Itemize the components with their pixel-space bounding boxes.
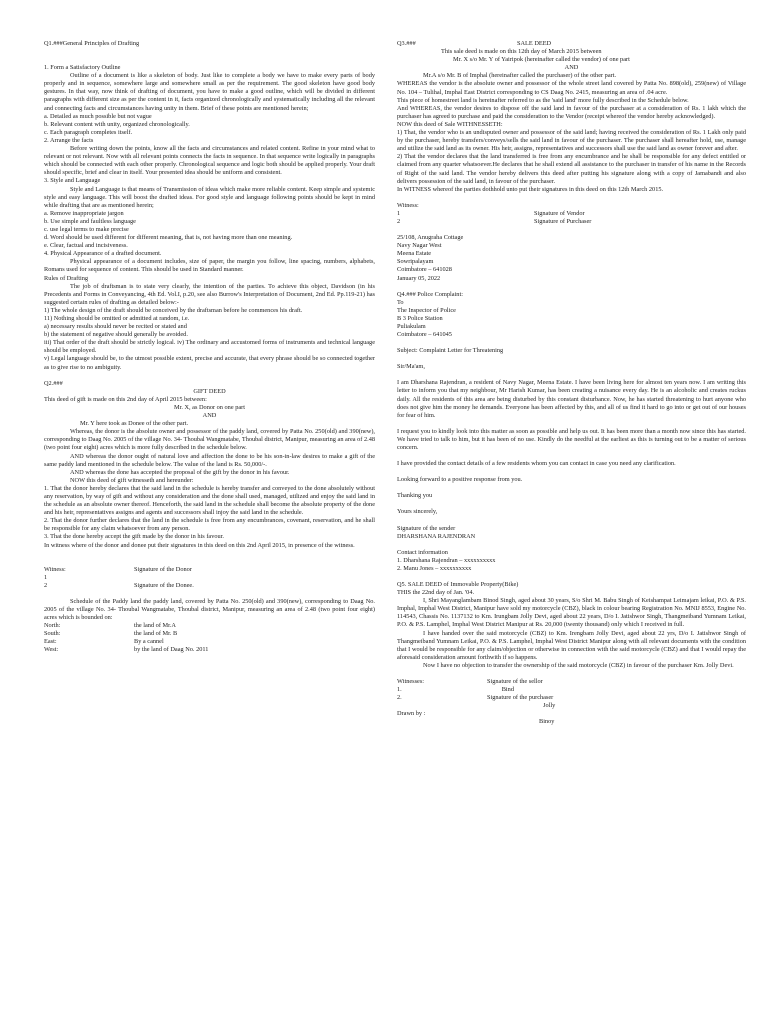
boundary-direction: East: (44, 638, 57, 646)
signature-row (397, 694, 746, 702)
sender-address-line: 25/108, Anugraha Cottage (397, 234, 464, 242)
section-1-title: 1. Form a Satisfactory Outline (44, 64, 121, 72)
q4-heading: Q4.### Police Complaint: (397, 290, 463, 298)
sender-address-line: Meena Estate (397, 250, 432, 258)
sale-deed-title: SALE DEED (517, 40, 552, 47)
rules-item: a) necessary results should never be recited or stated and (44, 323, 187, 331)
boundary-direction: West: (44, 646, 59, 654)
sale-deed-witness-clause: In WITNESS whereof the parties dothhold unto put their signatures in this deed on this 12th March 2015. (397, 185, 664, 193)
sale-deed-clause: 1) That, the vendor who is an undisputed owner and possessor of the said land; having received the consideration of Rs. 1 Lakh only paid by the purchaser, hereby transfers/conveys/sells the said land in favour of the purchaser. The purchaser shall hereafter hold, use, manage and utilize the said land as its owner. His heir, assigns, representatives and successors shall use the said land as owner forever and after. (397, 129, 746, 153)
sale-deed-line: This sale deed is made on this 12th day of March 2015 between (441, 48, 602, 56)
drafter-signed-name: Binoy (539, 718, 555, 726)
purchaser-signed-name: Jolly (543, 702, 556, 710)
gift-deed-and: AND (202, 412, 217, 420)
rules-item: 11) Nothing should be omitted or admitted at random, i.e. (44, 315, 190, 322)
section-2-body: Before writing down the points, know all the facts and circumstances and related content. Refine in your mind what to relevant or not relevant. Now with all relevant points connects the facts in sequence. In that sequence write logically in paragraphs which should be connected with each other properly. Chronological sequence and logic both should be applied properly. Your draft should specific, brief and clear in itself. Your presented idea should be uniform and consistent. (44, 145, 375, 177)
section-4-body: Physical appearance of a document includes, size of paper, the margin you follow, line spacing, numbers, alphabets, Romans used for sequence of content. This should be used in Standard manner. (44, 258, 375, 274)
gift-deed-clause: 1. That the donor hereby declares that the said land in the schedule is hereby transfer and conveyed to the done absolutely without any reservation, by way of gift and without any consideration and the done shall used, managed, utilized and enjoy the said land in the schedule as an absolute owner thereof. Henceforth, the said land in the schedule shall become the absolute property of the done and his heir, representatives assigns and agents and successors shall injoy the said land in the schedule. (44, 484, 375, 517)
letter-para: Looking forward to a positive response from you. (397, 476, 523, 484)
recipient-line: To (397, 298, 404, 306)
contact-item: 1. Dharshana Rajendran – xxxxxxxxxx (397, 556, 496, 564)
section-1-item: b. Relevant content with unity, organized chronologically. (44, 120, 190, 128)
gift-deed-para: AND whereas the donor ought of natural love and affection the done to be his son-in-law desires to make a gift of the same paddy land mentioned in the schedule below. The value of the land is Rs. 50,000/-. (44, 452, 375, 468)
rules-title: Rules of Drafting (44, 274, 89, 282)
section-3-item: d. Word should be used different for different meaning, that is, not having more than one meaning. (44, 234, 293, 242)
letter-subject: Subject: Complaint Letter for Threatening (397, 347, 504, 355)
seller-signed-name: Bind (501, 686, 514, 694)
witness-label: Witness: (44, 565, 66, 573)
sale-deed-line: Mr.A s/o Mr. B of Imphal (hereinafter called the purchaser) of the other part. (423, 72, 617, 80)
right-column (397, 40, 746, 727)
schedule-text: Schedule of the Paddy land the paddy land, covered by Patta No. 250(old) and 390(new), corresponding to Daag No. 2005 of the village No. 34- Thoubal Wangmatabe, Thoubal district, Manipur, measuring an area of 2.48 (two point four eight) acres which is bounded on: (44, 597, 375, 622)
seller-signature: Signature of the sellor (487, 678, 543, 685)
letter-para: I am Dharshana Rajendran, a resident of Navy Nagar, Meena Estate. I have been living here for almost ten years now. I am writing this letter to inform you that my neighbour, Mr Harish Kumar, has been creating a nuisance every day. He is an alcoholic and creates ruckus daily. All the residents of this area are being disturbed by this constant disturbance. Now, he has started threatening to hurt anyone who does not give him the money he demands. Everyone has been affected by this, and all of us find it hard to go into or get out of our houses for fear of him. (397, 379, 746, 419)
contact-item: 2. Manu Jones – xxxxxxxxxx (397, 564, 472, 572)
witness-number: 2 (397, 217, 401, 225)
signature-row (397, 678, 746, 686)
recipient-line: The Inspector of Police (397, 306, 456, 314)
donee-signature: Signature of the Donee. (134, 581, 194, 589)
boundary-value: By a cannel (134, 638, 164, 646)
sale-deed-para: This piece of homestreet land is hereinafter referred to as the 'said land' more fully described in the Schedule below. (397, 96, 689, 104)
purchaser-signature: Signature of the purchaser (487, 694, 554, 702)
sender-address-line: Coimbatore – 641028 (397, 266, 452, 274)
witness-number: 1. (397, 686, 402, 694)
contact-title: Contact information (397, 548, 448, 556)
sale-deed-para: WHEREAS the vendor is the absolute owner and possessor of the whole street land covered by Patta No. 898(old), 259(new) of Village No. 104 – Tulihal, Imphal East District corresponding to CS Daag No. 2415, measuring an area of .04 acre. (397, 80, 746, 96)
boundary-row (44, 646, 375, 654)
witness-number: 2. (397, 694, 402, 702)
letter-salutation: Sir/Ma'am, (397, 363, 425, 371)
purchaser-signature: Signature of Purchaser (534, 217, 592, 225)
q5-date: THIS the 22nd day of Jan. '04. (397, 589, 475, 597)
bike-deed-para: I, Shri Mayanglambam Binod Singh, aged about 30 years, S/o Shri M. Babu Singh of Keishampat Leimajam leikai, P.O. & P.S. Imphal, Imphal West District, Manipur have sold my motorcycle (CBZ), black in colour bearing Registration No. MNIJ 8553, Engine No. 114543, Chassis No. 1137132 to Km. Irungbam Jolly Devi, aged about 22 years, D/o I. Jatishwor Singh, Thangmeiband Yumnam Leikai, P.O. & P.S. Lamphel, Imphal West District Manipur at Rs. 20,000 (twenty thousand) only which I received in full. (397, 597, 746, 629)
sender-signature-label: Signature of the sender (397, 524, 456, 532)
boundary-row (44, 630, 375, 638)
rules-item: 1) The whole design of the draft should be conceived by the draftsman before he commences his draft. (44, 306, 303, 314)
boundary-value: by the land of Daag No. 2011 (134, 646, 209, 654)
letter-para: I request you to kindly look into this matter as soon as possible and help us out. It has been more than a month now since this has started. We have tried to talk to him, but it has been of no use. Kindly do the needful at the earliest as this is turning out to be a matter of serious concern. (397, 427, 746, 452)
witness-number: 1 (44, 573, 48, 581)
vendor-signature: Signature of Vendor (534, 209, 585, 217)
gift-deed-clause: 2. That the donor further declares that the land in the schedule is free from any encumbrances, covenant, reservation, and he shall be responsible for any claim whatsoever from any person. (44, 517, 375, 533)
letter-para: I have provided the contact details of a few residents whom you can contact in case you need any clarification. (397, 460, 676, 468)
gift-deed-title: GIFT DEED (193, 387, 226, 395)
sale-deed-and: AND (564, 64, 579, 72)
sender-name: DHARSHANA RAJENDRAN (397, 532, 476, 540)
boundary-row (44, 638, 375, 646)
q3-heading: Q3.### (397, 40, 416, 47)
q2-heading: Q2.### (44, 379, 63, 387)
boundary-direction: South: (44, 630, 61, 638)
section-3-title: 3. Style and Language (44, 177, 101, 185)
drawn-by-label: Drawn by : (397, 710, 426, 718)
section-3-body: Style and Language is that means of Transmission of ideas which make more reliable content. Keep simple and systemic style and easy language. This will boost the drafted ideas. For good style and language following points should be kept in mind while drafting that are as mentioned herein; (44, 185, 375, 209)
donor-signature: Signature of the Donor (134, 565, 192, 573)
sale-deed-clause: 2) That the vendor declares that the land transferred is free from any encumbrance and he shall be responsible for any defect entitled or claimed from any quarter whatsoever.He declares that he shall extend all assistance to the purchaser in transfer of his name in the Records of Right of the said land. The vendor hereby delivers this deed after putting his signature along with a copy of Jamabandi and also delivers possession of the said land, in favour of the purchaser. (397, 153, 746, 185)
signature-row (397, 210, 746, 218)
gift-deed-para: NOW this deed of gift witnesseth and hereunder: (70, 476, 194, 484)
section-2-title: 2. Arrange the facts (44, 136, 94, 144)
sale-deed-para: And WHEREAS, the vendor desires to dispose off the said land in favour of the purchaser at a consideration of Rs. 1 lakh which the purchaser has agreed to purchase and paid the consideration to the Vendor (receipt whereof the vendor hereby acknowledged). (397, 104, 746, 120)
gift-deed-party-b: Mr. Y here took as Donee of the other part. (80, 420, 189, 428)
witness-number: 1 (397, 209, 401, 217)
rules-item: iii) That order of the draft should be strictly logical. iv) The ordinary and accustomed forms of instruments and technical language should be employed. (44, 339, 375, 355)
rules-item: v) Legal language should be, to the utmost possible extent, precise and accurate, that every phrase should be so connected together as to give rise to no ambiguity. (44, 355, 375, 371)
sale-deed-para: NOW this deed of Sale WITHNESSETH: (397, 120, 503, 128)
witness-label: Witness: (397, 201, 419, 209)
gift-deed-party-a: Mr. X, as Donor on one part (173, 403, 245, 411)
sender-address-line: Navy Nagar West (397, 242, 442, 250)
signature-row (397, 218, 746, 226)
section-3-item: c. use legal terms to make precise (44, 225, 129, 233)
rules-item: b) the statement of negative should generally be avoided. (44, 331, 188, 339)
gift-deed-para: AND whereas the done has accepted the proposal of the gift by the donor in his favour. (70, 468, 290, 476)
witnesses-label: Witnesses: (397, 678, 425, 685)
recipient-line: Puliakulam (397, 323, 426, 330)
section-1-item: a. Detailed as much possible but not vague (44, 112, 152, 120)
witness-number: 2 (44, 581, 48, 589)
section-3-item: a. Remove inappropriate jargon (44, 209, 124, 217)
signature-row (44, 566, 375, 574)
sale-deed-line: Mr. X s/o Mr. Y of Yairipok (hereinafter called the vendor) of one part (453, 56, 630, 64)
section-3-item: b. Use simple and faultless language (44, 217, 136, 225)
recipient-line: Coimbatore – 641045 (397, 331, 452, 339)
recipient-line: B 3 Police Station (397, 314, 443, 322)
sender-address-line: Sowripalayam (397, 258, 434, 266)
boundary-row (44, 622, 375, 630)
letter-thanks: Thanking you (397, 492, 433, 500)
letter-closing: Yours sincerely, (397, 508, 438, 516)
section-1-item: c. Each paragraph completes itself. (44, 128, 133, 136)
section-1-body: Outline of a document is like a skeleton of body. Just like to complete a body we have to make every parts of body properly and in sequence, somewhere large and somewhere small as per the requirement. The good skeleton have good body gestures. In that way, now think of drafting of document, you have to make a good outline, which will be divided in different paragraphs with different size as per the content in it, facts organized chronologically and systematically including all the relevant and connecting facts and circumstances having unity in them. Brief of these points are mentioned herein; (44, 72, 375, 112)
bike-deed-para: Now I have no objection to transfer the ownership of the said motorcycle (CBZ) in favour of the purchaser Km. Jolly Devi. (423, 661, 734, 669)
boundary-value: the land of Mr. B (134, 630, 178, 638)
boundary-direction: North: (44, 622, 61, 630)
signature-row (397, 686, 746, 694)
q5-heading: Q5. SALE DEED of Immovable Property(Bike) (397, 580, 519, 588)
bike-deed-para: I have handed over the said motorcycle (CBZ) to Km. Irengbam Jolly Devi, aged about 22 yrs, D/o I. Jatishwor Singh of Thangmeiband Yumnam Leikai, P.O. & P.S. Lamphel, Imphal West District Manipur along with all relevant documents with the condition that I would be responsible for any claim/objection or otherwise in connection with the said motorcycle (CBZ) and that I would repay the aforesaid consideration amount forthwith if so happens. (397, 629, 746, 661)
boundary-value: the land of Mr.A (134, 622, 176, 630)
gift-deed-para: Whereas, the donor is the absolute owner and possessor of the paddy land, covered by Patta No. 250(old) and 390(new), corresponding to Daag No. 2005 of the village No. 34- Thoubal Wangmatabe, Thoubal district, Manipur, measuring an area of 2.48 (two point four eight) acres which is more fully described in the schedule below. (44, 428, 375, 452)
q3-header-row (397, 40, 746, 48)
gift-deed-clause: 3. That the done hereby accept the gift made by the donor in his favour. (44, 533, 224, 541)
q1-heading: Q1.###General Principles of Drafting (44, 40, 140, 47)
left-column (44, 40, 375, 727)
gift-deed-witness-clause: In witness where of the donor and donee put their signatures in this deed on this 2nd April 2015, in presence of the witness. (44, 541, 355, 549)
gift-deed-intro: This deed of gift is made on this 2nd day of April 2015 between: (44, 395, 207, 403)
section-4-title: 4. Physical Appearance of a drafted document. (44, 250, 162, 258)
letter-date: January 05, 2022 (397, 274, 441, 282)
section-3-item: e. Clear, factual and incisiveness. (44, 242, 128, 250)
signature-row (44, 582, 375, 590)
rules-body: The job of draftsman is to state very clearly, the intention of the parties. To achieve this object, Davidson (in his Precedents and Forms in Conveyancing, 4th Ed. Vol.I, p.20, see also Burrow's Interpretation of Document, 2nd Ed. Pp.119-21) has suggested certain rules of drafting as detailed below:- (44, 282, 375, 306)
